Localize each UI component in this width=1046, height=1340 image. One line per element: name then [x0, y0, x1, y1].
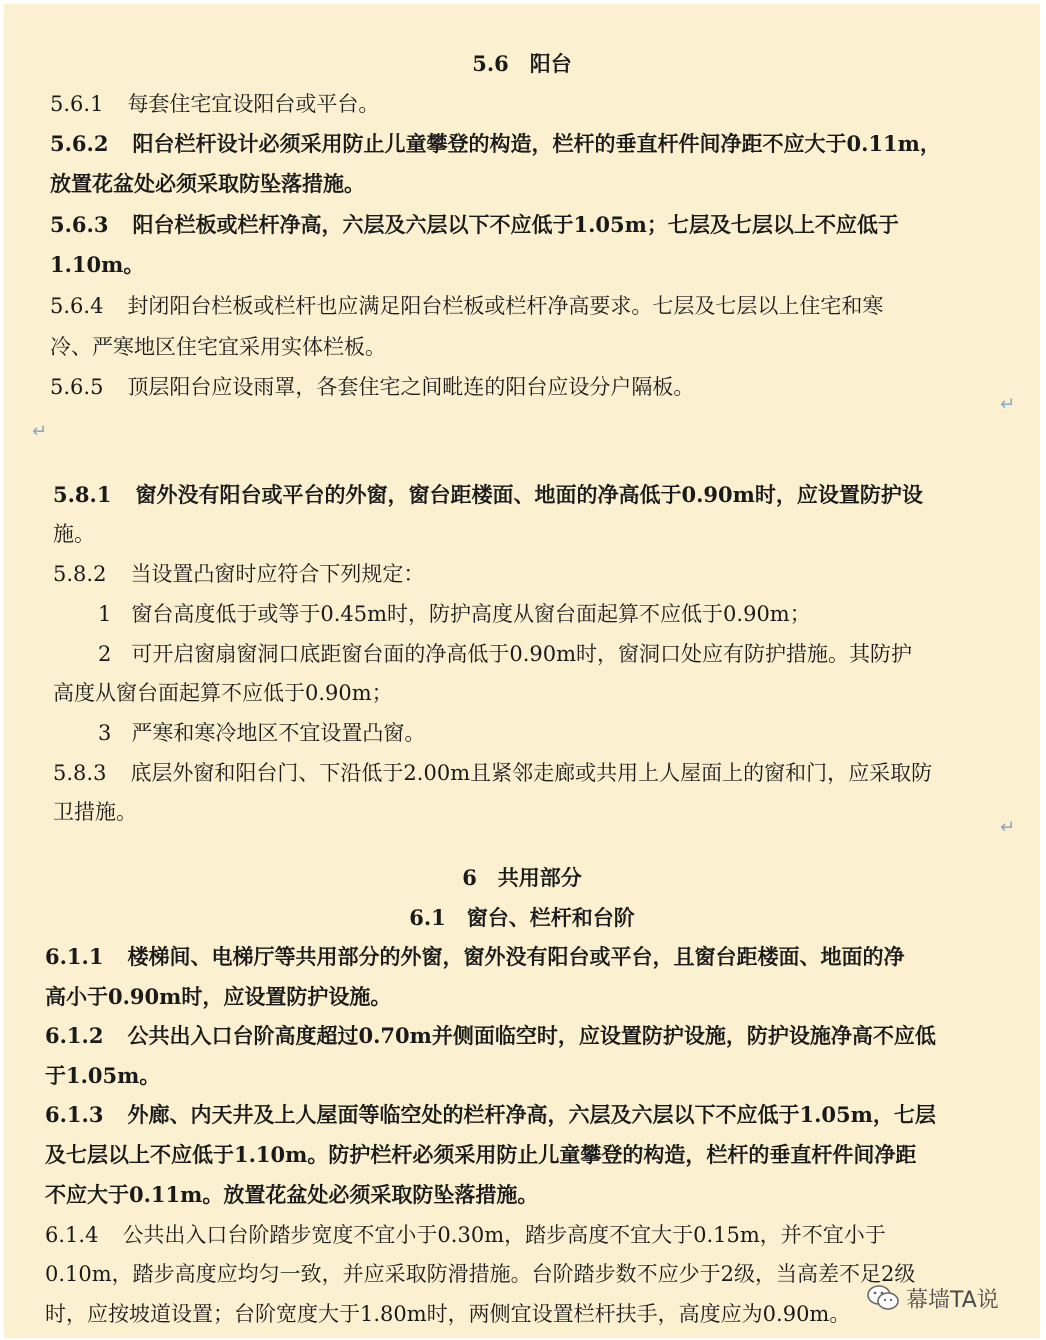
clause-5-6-3 — [50, 211, 899, 239]
clause-5-6-5 — [50, 373, 694, 401]
item-text: 可开启窗扇窗洞口底距窗台面的净高低于0.90m时，窗洞口处应有防护措施。其防护 — [131, 642, 913, 666]
clause-6-1-3-cont: 及七层以上不应低于1.10m。防护栏杆必须采用防止儿童攀登的构造，栏杆的垂直杆件间净距 — [45, 1142, 917, 1167]
clause-text: 封闭阳台栏板或栏杆也应满足阳台栏板或栏杆净高要求。七层及七层以上住宅和寒 — [127, 294, 884, 318]
clause-5-8-1 — [53, 481, 923, 509]
clause-6-1-1-cont: 高小于0.90m时，应设置防护设施。 — [45, 984, 392, 1009]
return-mark-icon: ↵ — [1000, 817, 1016, 838]
clause-text: 窗外没有阳台或平台的外窗，窗台距楼面、地面的净高低于0.90m时，应设置防护设 — [135, 482, 923, 507]
clause-number: 5.6.2 — [50, 131, 109, 156]
clause-number: 6.1.1 — [45, 944, 104, 969]
watermark — [866, 1281, 999, 1315]
clause-6-1-4-cont: 0.10m，踏步高度应均匀一致，并应采取防滑措施。台阶踏步数不应少于2级，当高差不足2级 — [45, 1262, 916, 1286]
clause-number: 5.6.5 — [50, 375, 104, 399]
clause-5-6-2 — [50, 130, 941, 158]
item-text: 严寒和寒冷地区不宜设置凸窗。 — [131, 721, 426, 745]
clause-5-6-4-cont: 冷、严寒地区住宅宜采用实体栏板。 — [50, 335, 386, 359]
section-title-5-6: 5.6 阳台 — [472, 51, 572, 76]
clause-text: 顶层阳台应设雨罩，各套住宅之间毗连的阳台应设分户隔板。 — [127, 375, 695, 399]
clause-5-6-3-cont: 1.10m。 — [50, 252, 145, 277]
clause-6-1-2 — [45, 1022, 936, 1050]
clause-number: 6.1.2 — [45, 1023, 104, 1048]
clause-5-8-2 — [53, 560, 424, 588]
clause-number: 5.8.2 — [53, 562, 107, 586]
clause-6-1-3-cont2: 不应大于0.11m。放置花盆处必须采取防坠落措施。 — [45, 1182, 539, 1207]
item-text: 窗台高度低于或等于0.45m时，防护高度从窗台面起算不应低于0.90m； — [131, 602, 811, 626]
clause-text: 外廊、内天井及上人屋面等临空处的栏杆净高，六层及六层以下不应低于1.05m，七层 — [127, 1102, 936, 1127]
clause-5-8-3-cont: 卫措施。 — [53, 800, 137, 824]
clause-text: 公共出入口台阶高度超过0.70m并侧面临空时，应设置防护设施，防护设施净高不应低 — [127, 1023, 936, 1048]
clause-text: 公共出入口台阶踏步宽度不宜小于0.30m，踏步高度不宜大于0.15m，并不宜小于 — [122, 1223, 886, 1247]
return-mark-icon: ↵ — [1000, 394, 1016, 415]
clause-text: 楼梯间、电梯厅等共用部分的外窗，窗外没有阳台或平台，且窗台距楼面、地面的净 — [127, 944, 905, 969]
chapter-title-6: 6 共用部分 — [462, 865, 582, 890]
item-number: 2 — [98, 642, 112, 666]
clause-text: 每套住宅宜设阳台或平台。 — [127, 92, 380, 116]
clause-6-1-4-cont2: 时，应按坡道设置；台阶宽度大于1.80m时，两侧宜设置栏杆扶手，高度应为0.90m。 — [45, 1302, 851, 1326]
clause-text: 底层外窗和阳台门、下沿低于2.00m且紧邻走廊或共用上人屋面上的窗和门，应采取防 — [130, 761, 933, 785]
item-number: 3 — [98, 721, 112, 745]
clause-number: 5.6.3 — [50, 212, 109, 237]
clause-6-1-4 — [45, 1221, 886, 1249]
return-mark-icon: ↵ — [32, 421, 48, 442]
clause-text: 当设置凸窗时应符合下列规定： — [130, 562, 425, 586]
clause-5-6-4 — [50, 292, 883, 320]
wechat-icon — [866, 1283, 900, 1313]
item-2-cont: 高度从窗台面起算不应低于0.90m； — [53, 681, 393, 705]
clause-6-1-1 — [45, 943, 904, 971]
clause-5-6-2-cont: 放置花盆处必须采取防坠落措施。 — [50, 171, 365, 196]
clause-6-1-3 — [45, 1101, 936, 1129]
clause-6-1-2-cont: 于1.05m。 — [45, 1063, 161, 1088]
clause-number: 5.6.4 — [50, 294, 104, 318]
clause-5-6-1 — [50, 90, 379, 118]
clause-text: 阳台栏板或栏杆净高，六层及六层以下不应低于1.05m；七层及七层以上不应低于 — [132, 212, 899, 237]
clause-number: 6.1.4 — [45, 1223, 99, 1247]
section-title-6-1: 6.1 窗台、栏杆和台阶 — [409, 905, 635, 930]
item-1 — [98, 600, 811, 628]
clause-5-8-1-cont: 施。 — [53, 522, 95, 546]
clause-number: 5.6.1 — [50, 92, 104, 116]
clause-number: 5.8.1 — [53, 482, 112, 507]
clause-5-8-3 — [53, 759, 932, 787]
item-2 — [98, 640, 912, 668]
clause-text: 阳台栏杆设计必须采用防止儿童攀登的构造，栏杆的垂直杆件间净距不应大于0.11m， — [132, 131, 941, 156]
watermark-text: 幕墙TA说 — [906, 1287, 999, 1313]
clause-number: 6.1.3 — [45, 1102, 104, 1127]
item-number: 1 — [98, 602, 112, 626]
document-page — [4, 4, 1040, 1338]
clause-number: 5.8.3 — [53, 761, 107, 785]
item-3 — [98, 719, 425, 747]
